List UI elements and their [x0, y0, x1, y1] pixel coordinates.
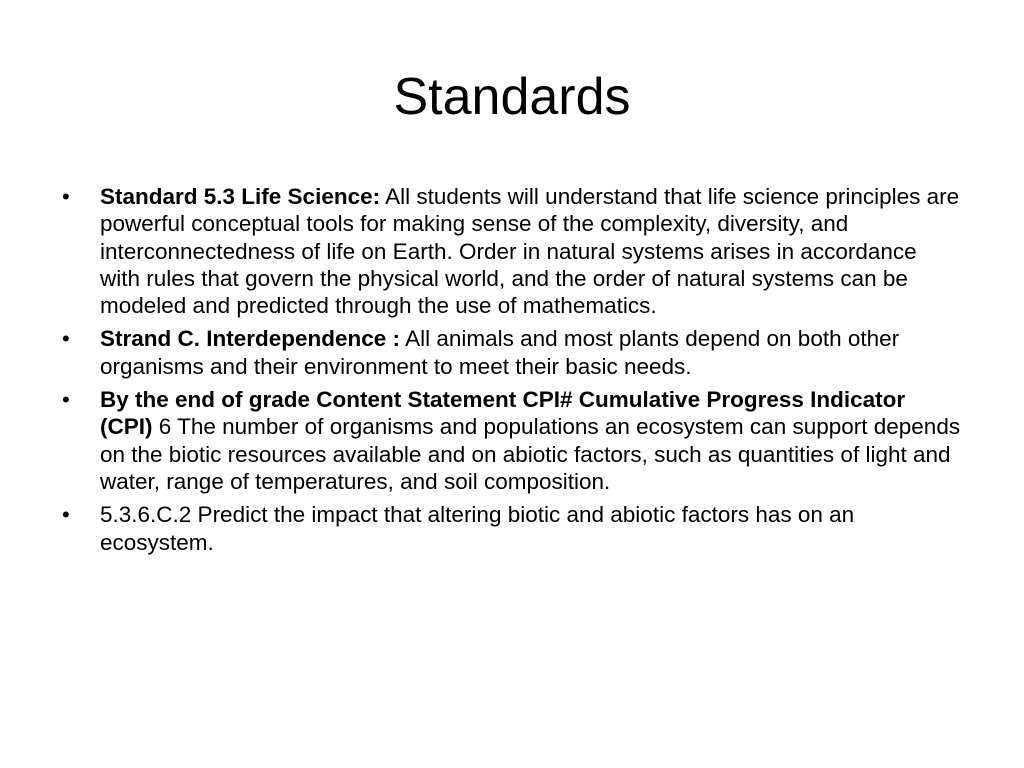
bullet-item-strand — [62, 325, 962, 380]
bullet-text: 5.3.6.C.2 Predict the impact that altering biotic and abiotic factors has on an ecosystem. — [100, 502, 855, 555]
bullet-item-standard — [62, 183, 962, 319]
bullet-icon: • — [62, 184, 70, 209]
bullet-icon: • — [62, 502, 70, 528]
bullet-icon: • — [62, 326, 70, 352]
bullet-lead: Strand C. Interdependence : — [100, 326, 401, 352]
bullet-item-cpi — [62, 386, 962, 495]
bullet-item-indicator — [62, 501, 962, 556]
bullet-icon: • — [62, 387, 70, 413]
bullet-list — [62, 183, 962, 562]
slide-title: Standards — [393, 68, 631, 126]
bullet-text: 6 The number of organisms and populations an ecosystem can support depends on the biotic resources available and on abiotic factors, such as quantities of light and water, range of temperatures, and soil composition. — [100, 414, 961, 494]
bullet-lead: By the end of grade Content Statement CPI# Cumulative Progress Indicator (CPI) — [100, 387, 906, 440]
bullet-text: All students will understand that life science principles are powerful conceptual tools for making sense of the complexity, diversity, and interconnectedness of life on Earth. Order in natural systems arises in accordance with rules that govern the physical world, and the order of natural systems can be modeled and predicted through the use of mathematics. — [100, 184, 960, 319]
bullet-lead: Standard 5.3 Life Science: — [100, 184, 381, 209]
bullet-text: All animals and most plants depend on both other organisms and their environment to meet their basic needs. — [100, 326, 900, 379]
